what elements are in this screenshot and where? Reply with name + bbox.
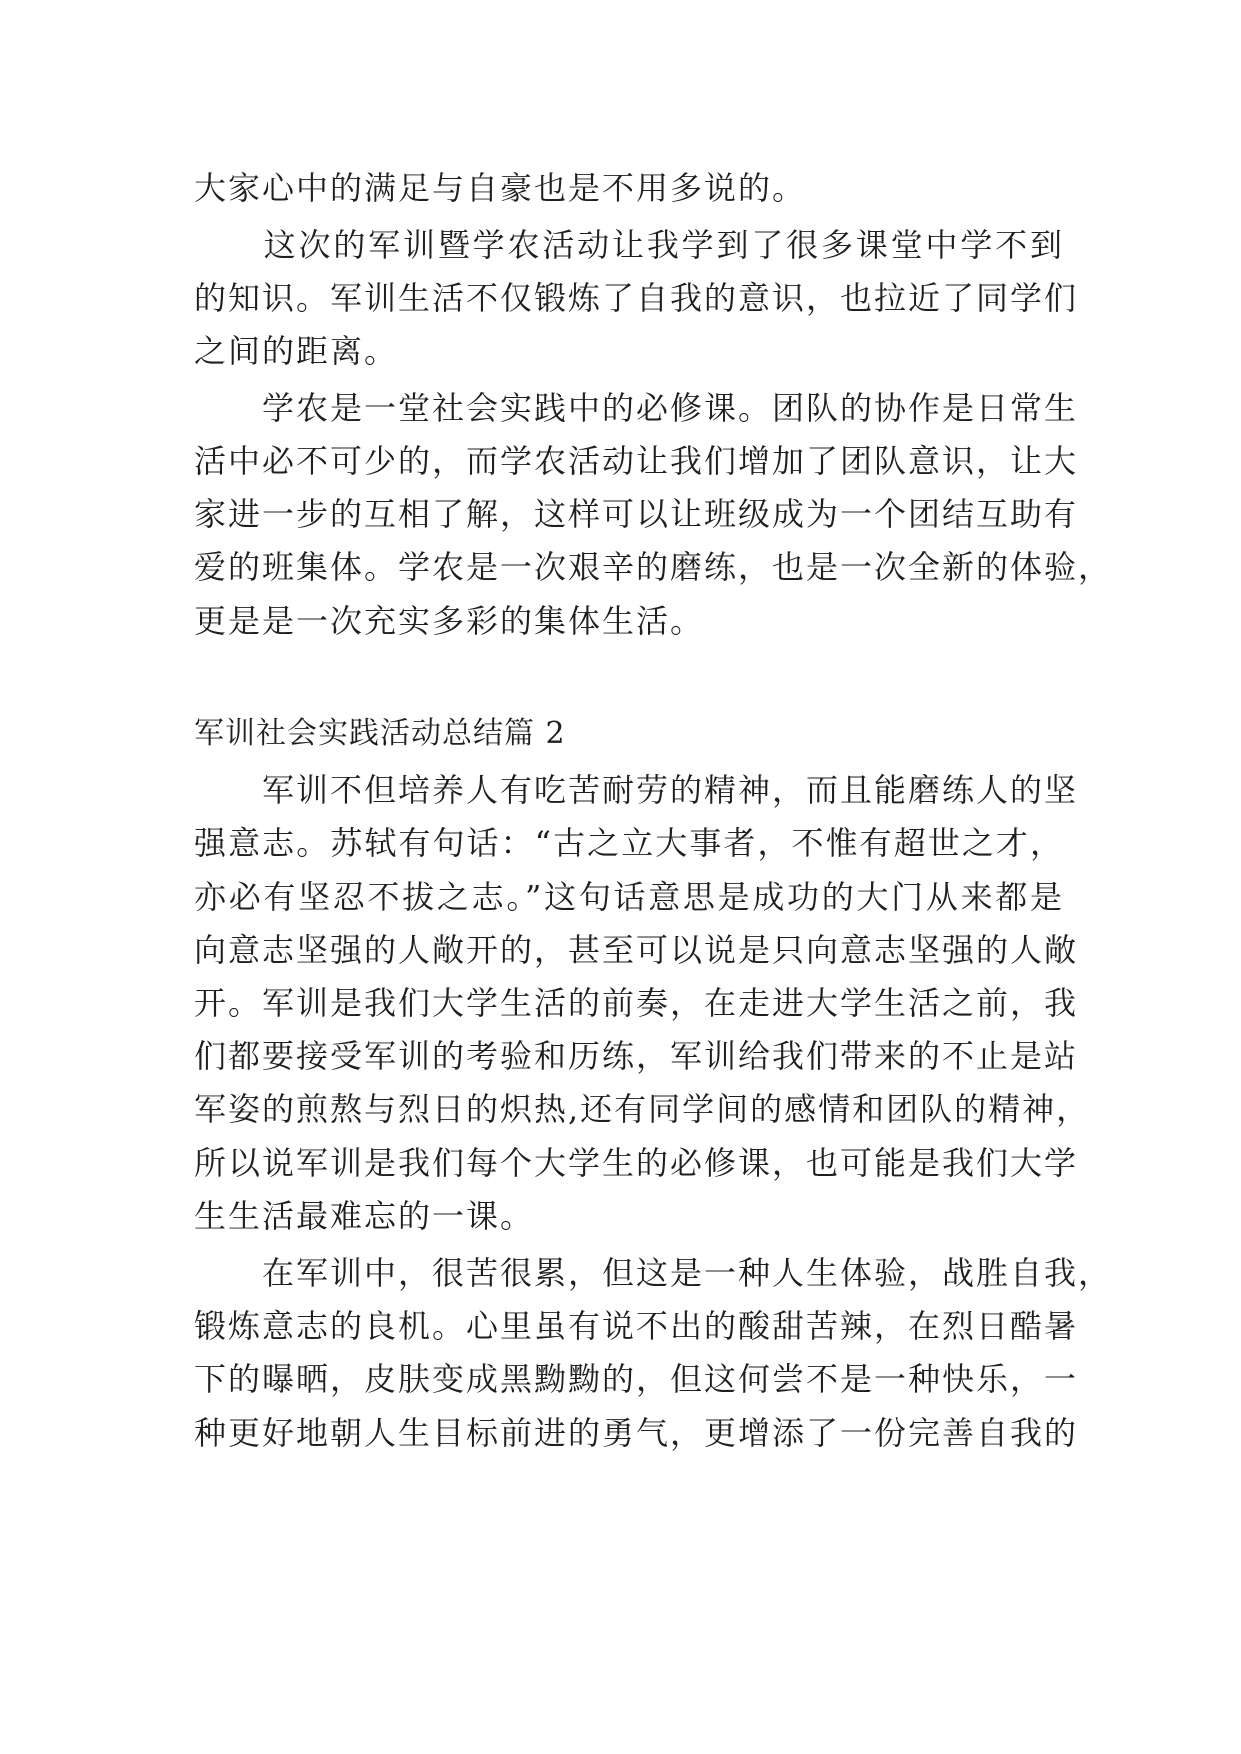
section-paragraph-1-line-5: 开。军训是我们大学生活的前奏，在走进大学生活之前，我 — [194, 984, 1079, 1022]
section-heading: 军训社会实践活动总结篇 2 — [194, 716, 566, 751]
section-paragraph-1-line-3: 亦必有坚忍不拔之志。”这句话意思是成功的大门从来都是 — [194, 878, 1064, 916]
section-paragraph-1-line-1: 军训不但培养人有吃苦耐劳的精神，而且能磨练人的坚 — [194, 771, 1079, 809]
section-paragraph-2-line-2: 锻炼意志的良机。心里虽有说不出的酸甜苦辣，在烈日酷暑 — [194, 1307, 1079, 1345]
section-paragraph-1-line-8: 所以说军训是我们每个大学生的必修课，也可能是我们大学 — [194, 1144, 1079, 1182]
paragraph-3-line-2: 活中必不可少的，而学农活动让我们增加了团队意识，让大 — [194, 442, 1079, 480]
section-paragraph-1-line-6: 们都要接受军训的考验和历练，军训给我们带来的不止是站 — [194, 1037, 1079, 1075]
section-paragraph-2-line-1: 在军训中，很苦很累，但这是一种人生体验，战胜自我， — [194, 1254, 1113, 1292]
paragraph-3-line-4: 爱的班集体。学农是一次艰辛的磨练，也是一次全新的体验， — [194, 548, 1113, 586]
paragraph-2-line-1: 这次的军训暨学农活动让我学到了很多课堂中学不到 — [194, 226, 1064, 264]
section-paragraph-1-line-7: 军姿的煎熬与烈日的炽热,还有同学间的感情和团队的精神， — [194, 1090, 1091, 1128]
paragraph-2-line-2: 的知识。军训生活不仅锻炼了自我的意识，也拉近了同学们 — [194, 279, 1079, 317]
section-paragraph-1-line-2: 强意志。苏轼有句话：“古之立大事者，不惟有超世之才， — [194, 824, 1064, 862]
section-paragraph-1-line-9: 生生活最难忘的一课。 — [194, 1197, 535, 1235]
paragraph-3-line-1: 学农是一堂社会实践中的必修课。团队的协作是日常生 — [194, 389, 1079, 427]
section-paragraph-2-line-3: 下的曝晒，皮肤变成黑黝黝的，但这何尝不是一种快乐，一 — [194, 1360, 1079, 1398]
paragraph-1-line-1: 大家心中的满足与自豪也是不用多说的。 — [194, 169, 807, 207]
paragraph-2-line-3: 之间的距离。 — [194, 332, 399, 370]
section-paragraph-2-line-4: 种更好地朝人生目标前进的勇气，更增添了一份完善自我的 — [194, 1414, 1079, 1452]
paragraph-3-line-5: 更是是一次充实多彩的集体生活。 — [194, 602, 705, 640]
paragraph-3-line-3: 家进一步的互相了解，这样可以让班级成为一个团结互助有 — [194, 495, 1079, 533]
section-paragraph-1-line-4: 向意志坚强的人敞开的，甚至可以说是只向意志坚强的人敞 — [194, 931, 1079, 969]
